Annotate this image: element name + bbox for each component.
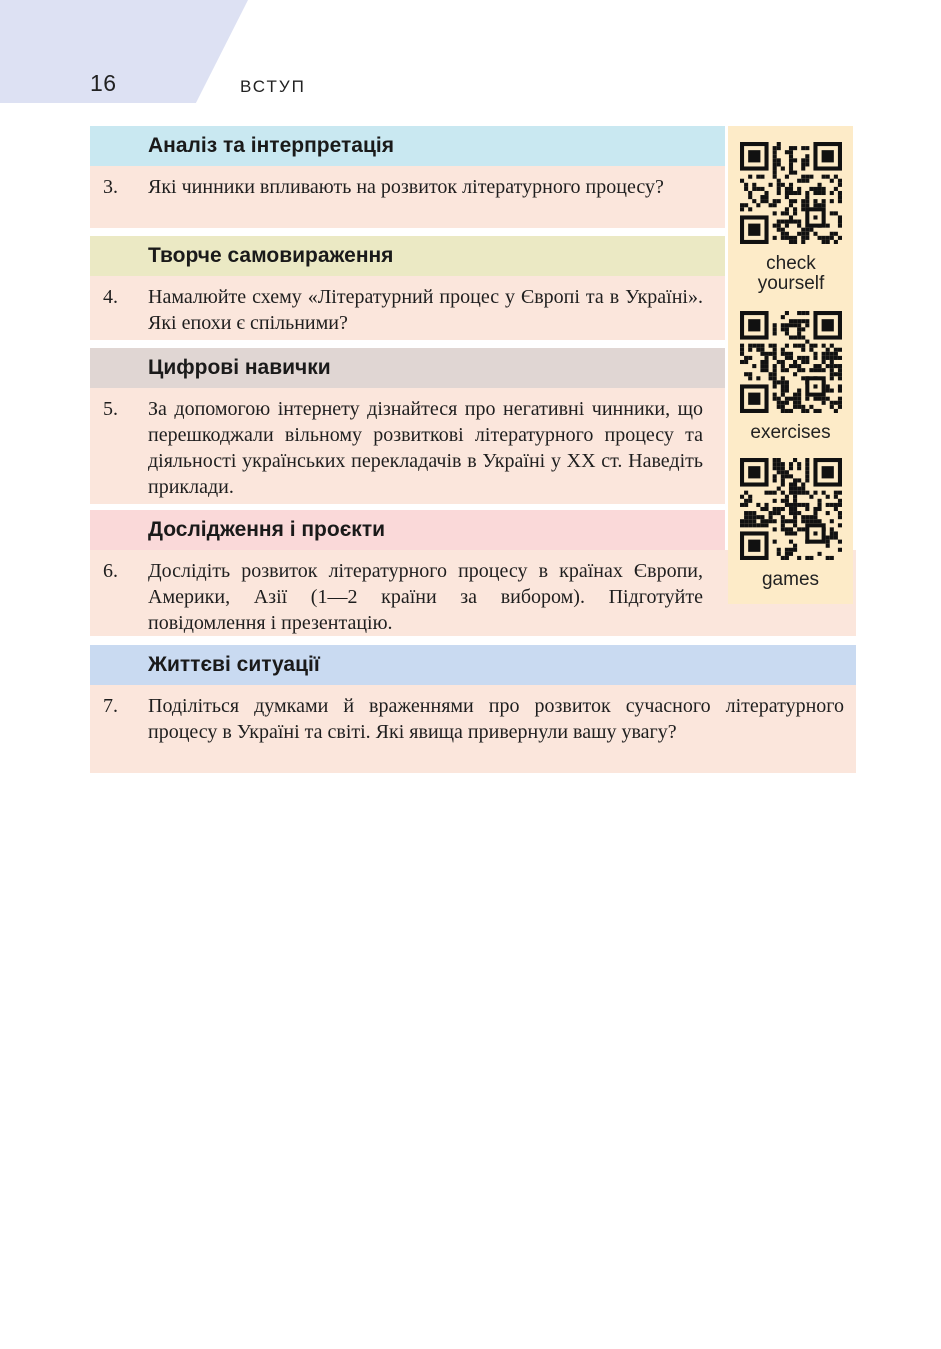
task-number: 3. <box>103 176 118 198</box>
task-block-digital <box>90 348 725 504</box>
task-body <box>90 388 725 504</box>
block-title: Цифрові навички <box>90 348 725 388</box>
qr-label: check yourself <box>757 253 825 294</box>
qr-code-icon[interactable] <box>740 311 842 413</box>
block-title: Дослідження і проєкти <box>90 510 725 550</box>
task-block-life <box>90 645 856 773</box>
page-corner-decoration <box>0 0 248 103</box>
task-block-creative <box>90 236 725 340</box>
block-title: Творче самовираження <box>90 236 725 276</box>
task-text: За допомогою інтернету дізнайтеся про негативні чинники, що перешкоджали вільному розвиткові літературного процесу та діяльності українських перекладачів в Україні у XX ст. Наведіть приклади. <box>148 398 703 498</box>
task-number: 5. <box>103 398 118 420</box>
block-title: Життєві ситуації <box>90 645 856 685</box>
task-body <box>90 276 725 340</box>
task-number: 6. <box>103 560 118 582</box>
qr-label: exercises <box>750 422 831 443</box>
task-text: Які чинники впливають на розвиток літературного процесу? <box>148 176 664 198</box>
running-head: ВСТУП <box>240 77 306 96</box>
task-body <box>90 685 856 773</box>
block-title: Аналіз та інтерпретація <box>90 126 725 166</box>
task-block-analysis <box>90 126 725 228</box>
task-text: Дослідіть розвиток літературного процесу в країнах Європи, Америки, Азії (1—2 країни за вибором). Підготуйте повідомлення і презентацію. <box>148 560 703 634</box>
task-number: 7. <box>103 695 118 717</box>
task-body <box>90 166 725 228</box>
task-text: Поділіться думками й враженнями про розвиток сучасного літературного процесу в Україні та світі. Які явища привернули вашу увагу? <box>148 695 844 743</box>
qr-links-panel <box>728 126 853 604</box>
qr-code-icon[interactable] <box>740 142 842 244</box>
qr-label: games <box>761 569 820 590</box>
task-text: Намалюйте схему «Літературний процес у Європі та в Україні». Які епохи є спільними? <box>148 286 703 334</box>
page-number: 16 <box>90 70 117 96</box>
task-number: 4. <box>103 286 118 308</box>
qr-code-icon[interactable] <box>740 458 842 560</box>
